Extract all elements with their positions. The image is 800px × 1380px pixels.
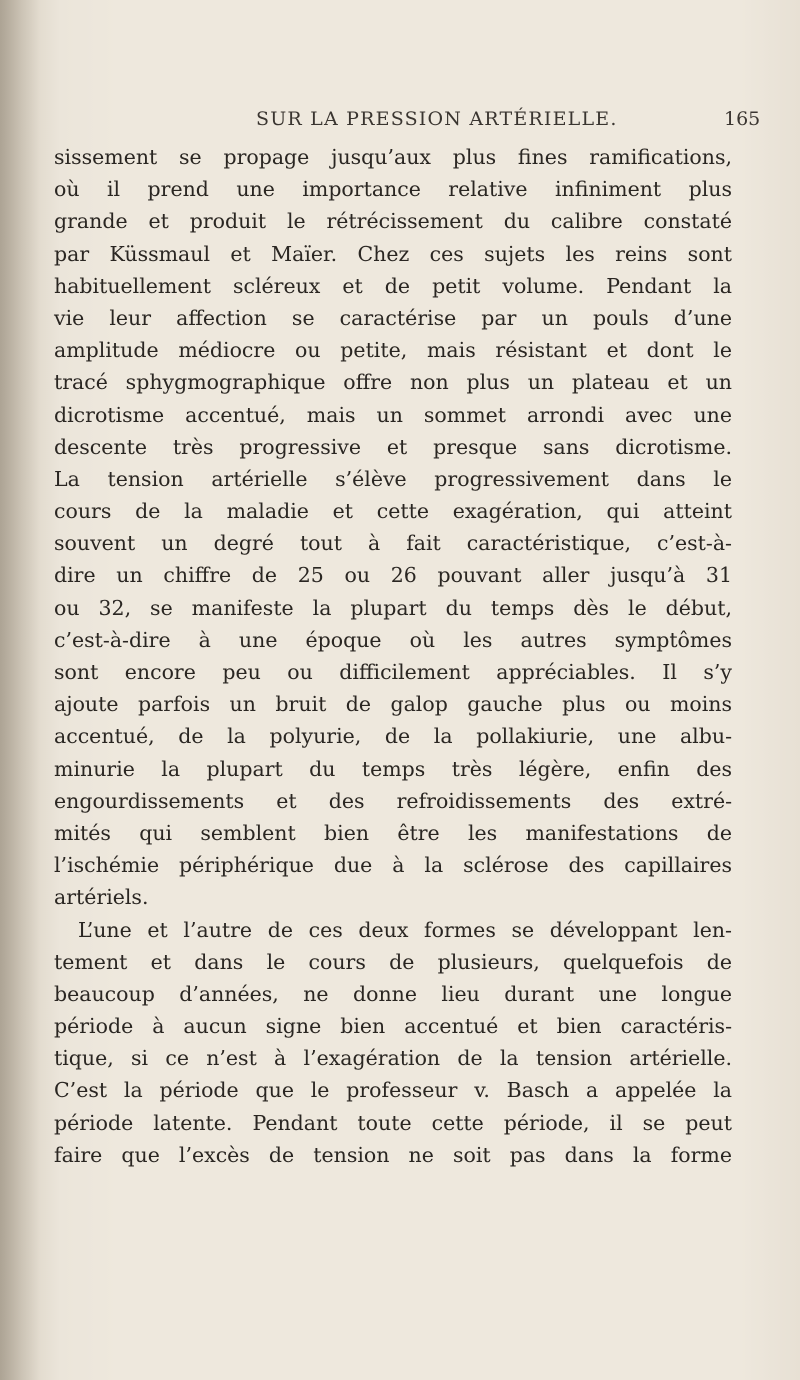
text-line: mités qui semblent bien être les manifestations de <box>54 820 732 845</box>
text-line: sissement se propage jusqu’aux plus fines ramifications, <box>54 145 732 169</box>
text-line: souvent un degré tout à fait caractéristique, c’est-à- <box>54 531 732 556</box>
text-line: dire un chiffre de 25 ou 26 pouvant aller jusqu’à 31 <box>54 563 732 588</box>
text-line: période latente. Pendant toute cette période, il se peut <box>54 1110 732 1135</box>
text-line: engourdissements et des refroidissements des extré- <box>54 788 732 813</box>
text-line: minurie la plupart du temps très légère, enfin des <box>54 756 732 781</box>
text-line: grande et produit le rétrécissement du calibre constaté <box>54 209 732 234</box>
running-head <box>0 108 800 138</box>
text-line: tique, si ce n’est à l’exagération de la tension artérielle. <box>54 1046 732 1071</box>
text-line: ou 32, se manifeste la plupart du temps dès le début, <box>54 595 732 620</box>
body-text <box>54 141 732 1171</box>
text-line: où il prend une importance relative infiniment plus <box>54 177 732 202</box>
text-line: cours de la maladie et cette exagération, qui atteint <box>54 499 732 524</box>
text-line: c’est-à-dire à une époque où les autres symptômes <box>54 627 732 652</box>
text-line: amplitude médiocre ou petite, mais résistant et dont le <box>54 338 732 363</box>
text-line: beaucoup d’années, ne donne lieu durant une longue <box>54 981 732 1006</box>
text-line: tracé sphygmographique offre non plus un plateau et un <box>54 370 732 395</box>
text-line: par Küssmaul et Maïer. Chez ces sujets les reins sont <box>54 241 732 266</box>
text-line: C’est la période que le professeur v. Basch a appelée la <box>54 1078 732 1103</box>
text-line: descente très progressive et presque sans dicrotisme. <box>54 434 732 459</box>
text-line: tement et dans le cours de plusieurs, quelquefois de <box>54 949 732 974</box>
running-title: SUR LA PRESSION ARTÉRIELLE. <box>256 108 618 130</box>
page-number: 165 <box>724 108 761 130</box>
text-line: faire que l’excès de tension ne soit pas dans la forme <box>54 1142 732 1167</box>
text-line: habituellement scléreux et de petit volume. Pendant la <box>54 273 732 298</box>
text-line: vie leur affection se caractérise par un pouls d’une <box>54 305 732 330</box>
text-line: artériels. <box>54 885 149 910</box>
text-line: La tension artérielle s’élève progressivement dans le <box>54 466 732 491</box>
text-line: période à aucun signe bien accentué et bien caractéris- <box>54 1014 732 1039</box>
binding-gutter-shadow <box>0 0 40 1380</box>
text-line: L’une et l’autre de ces deux formes se développant len- <box>78 917 732 942</box>
text-line: l’ischémie périphérique due à la sclérose des capillaires <box>54 853 732 878</box>
text-line: dicrotisme accentué, mais un sommet arrondi avec une <box>54 402 732 427</box>
text-line: ajoute parfois un bruit de galop gauche plus ou moins <box>54 692 732 717</box>
text-line: sont encore peu ou difficilement appréciables. Il s’y <box>54 660 732 684</box>
text-line: accentué, de la polyurie, de la pollakiurie, une albu- <box>54 724 732 749</box>
